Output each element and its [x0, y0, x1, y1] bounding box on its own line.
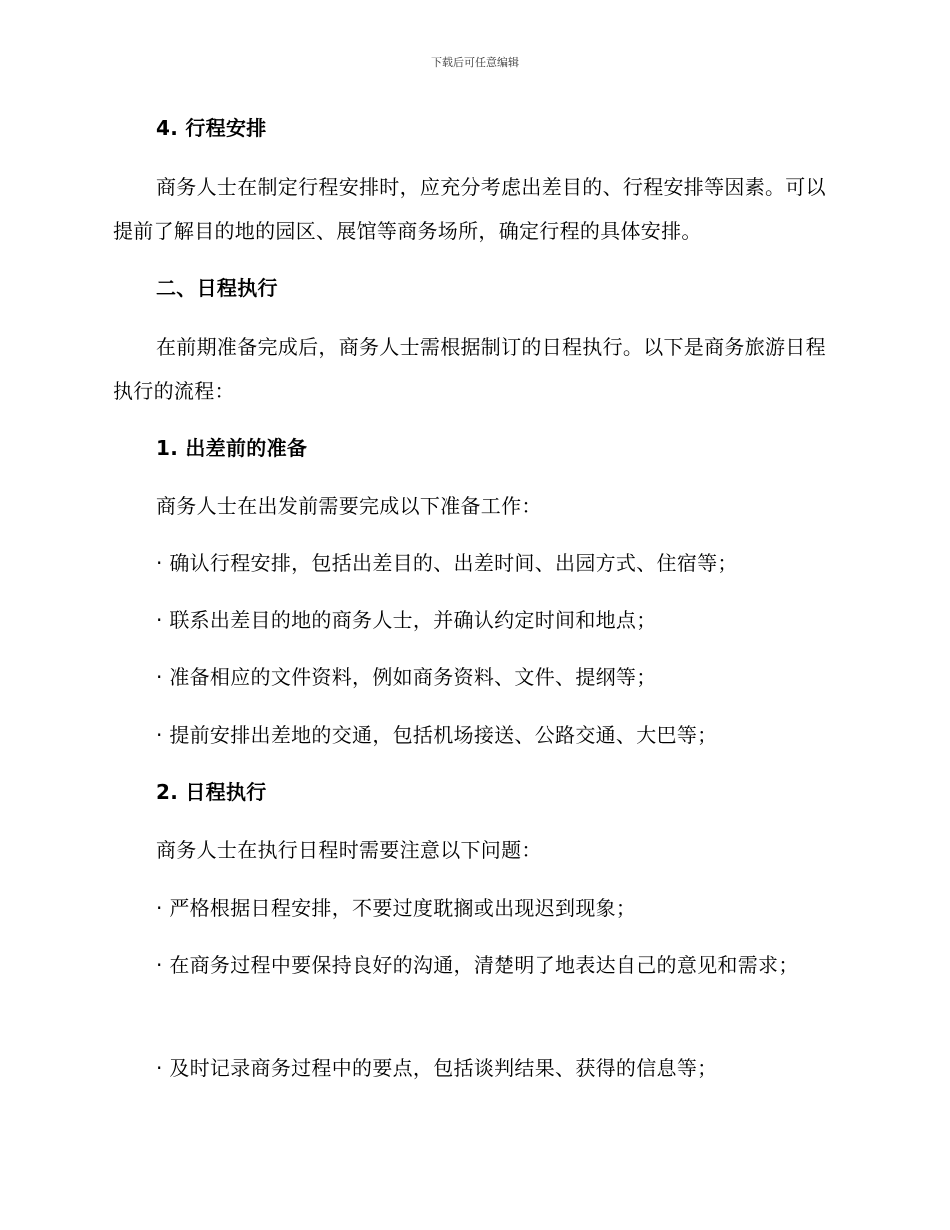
- list-item: · 准备相应的文件资料，例如商务资料、文件、提纲等；: [156, 665, 657, 689]
- list-item: · 确认行程安排，包括出差目的、出差时间、出园方式、住宿等；: [156, 551, 738, 575]
- paragraph-exec-intro: 商务人士在执行日程时需要注意以下问题：: [156, 838, 542, 862]
- list-item: · 提前安排出差地的交通，包括机场接送、公路交通、大巴等；: [156, 723, 718, 747]
- paragraph-schedule-intro: 在前期准备完成后，商务人士需根据制订的日程执行。以下是商务旅游日程执行的流程：: [113, 335, 826, 403]
- list-item: · 及时记录商务过程中的要点，包括谈判结果、获得的信息等；: [156, 1056, 718, 1080]
- list-item: · 联系出差目的地的商务人士，并确认约定时间和地点；: [156, 608, 657, 632]
- paragraph-prep-intro: 商务人士在出发前需要完成以下准备工作：: [156, 494, 542, 518]
- list-item: · 在商务过程中要保持良好的沟通，清楚明了地表达自己的意见和需求；: [156, 953, 799, 977]
- section-heading-itinerary: 4. 行程安排: [156, 116, 267, 140]
- subheading-pre-trip-prep: 1. 出差前的准备: [156, 436, 308, 460]
- header-note: 下载后可任意编辑: [431, 56, 519, 69]
- subheading-schedule-execution: 2. 日程执行: [156, 780, 267, 804]
- section-heading-schedule-execution: 二、日程执行: [156, 276, 278, 300]
- list-item: · 严格根据日程安排，不要过度耽搁或出现迟到现象；: [156, 896, 637, 920]
- paragraph-itinerary: 商务人士在制定行程安排时，应充分考虑出差目的、行程安排等因素。可以提前了解目的地的园区、展馆等商务场所，确定行程的具体安排。: [113, 175, 826, 243]
